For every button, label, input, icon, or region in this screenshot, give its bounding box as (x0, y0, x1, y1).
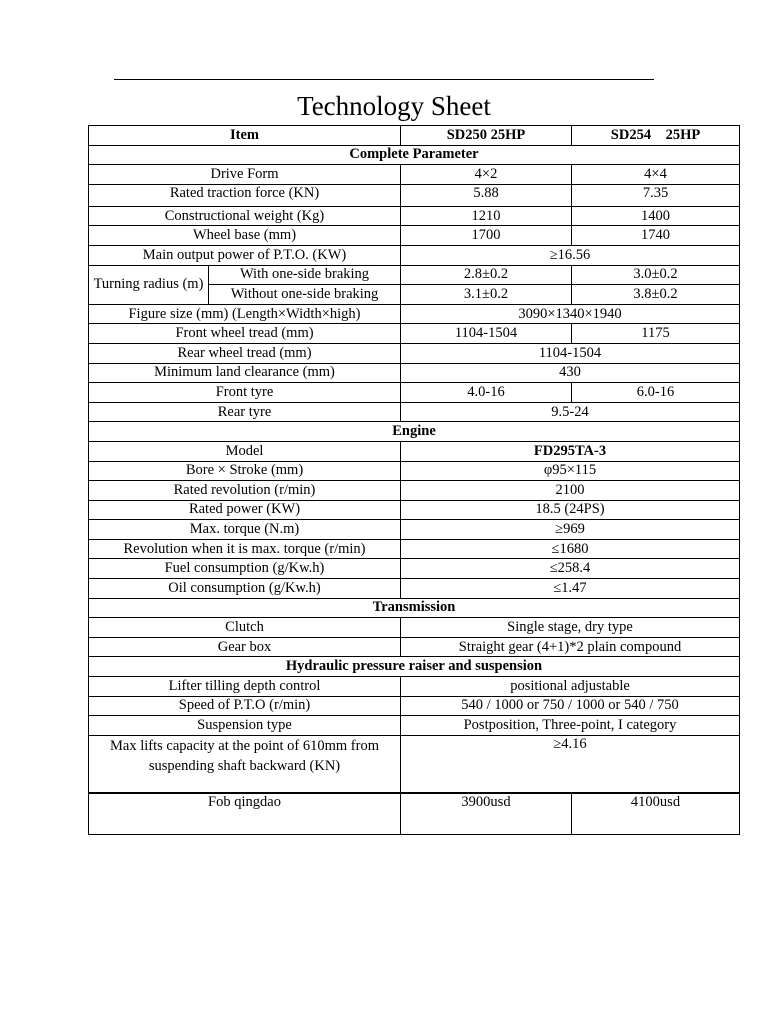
row-value: 430 (401, 363, 740, 383)
row-label: Front wheel tread (mm) (89, 324, 401, 344)
section-row-engine (89, 422, 740, 442)
row-value-sd250: 1700 (401, 226, 572, 246)
row-label: Max lifts capacity at the point of 610mm from suspending shaft backward (KN) (89, 735, 401, 793)
table-row (89, 184, 740, 206)
table-row (89, 696, 740, 716)
row-value-sd254: 1400 (572, 206, 740, 226)
row-value: Postposition, Three-point, I category (401, 716, 740, 736)
table-row (89, 402, 740, 422)
row-value-sd250: 3.1±0.2 (401, 285, 572, 305)
row-label: Clutch (89, 618, 401, 638)
table-row (89, 500, 740, 520)
table-row (89, 343, 740, 363)
row-label: Rated revolution (r/min) (89, 481, 401, 501)
top-rule (114, 79, 654, 80)
row-value-sd254: 1740 (572, 226, 740, 246)
row-value: 3090×1340×1940 (401, 304, 740, 324)
page-title: Technology Sheet (297, 91, 491, 121)
table-row (89, 793, 740, 835)
row-value-sd250: 4×2 (401, 165, 572, 185)
row-value-sd250: 3900usd (401, 793, 572, 835)
row-value-sd254: 7.35 (572, 184, 740, 206)
table-row (89, 677, 740, 697)
row-value: ≥16.56 (401, 245, 740, 265)
table-row (89, 363, 740, 383)
row-value: 9.5-24 (401, 402, 740, 422)
table-row (89, 461, 740, 481)
turning-radius-label: Turning radius (m) (89, 265, 209, 304)
row-label-fob: Fob qingdao (89, 793, 401, 835)
table-row (89, 481, 740, 501)
row-value-sd250: 4.0-16 (401, 383, 572, 403)
row-label: Constructional weight (Kg) (89, 206, 401, 226)
spec-table (88, 125, 740, 835)
table-row (89, 539, 740, 559)
table-row (89, 735, 740, 793)
table-row (89, 206, 740, 226)
row-value-sd250: 5.88 (401, 184, 572, 206)
section-row-complete (89, 145, 740, 165)
section-row-transmission (89, 598, 740, 618)
row-label: Gear box (89, 637, 401, 657)
table-row (89, 226, 740, 246)
row-label: Suspension type (89, 716, 401, 736)
row-value: Single stage, dry type (401, 618, 740, 638)
row-value-sd254: 1175 (572, 324, 740, 344)
table-row (89, 618, 740, 638)
section-complete-parameter: Complete Parameter (89, 145, 740, 165)
row-value: 18.5 (24PS) (401, 500, 740, 520)
section-transmission: Transmission (89, 598, 740, 618)
row-label: Revolution when it is max. torque (r/min) (89, 539, 401, 559)
table-row (89, 441, 740, 461)
table-row (89, 579, 740, 599)
section-engine: Engine (89, 422, 740, 442)
section-hydraulic: Hydraulic pressure raiser and suspension (89, 657, 740, 677)
row-value: φ95×115 (401, 461, 740, 481)
row-value: 1104-1504 (401, 343, 740, 363)
row-value: ≤1680 (401, 539, 740, 559)
row-value: ≤258.4 (401, 559, 740, 579)
row-label: Lifter tilling depth control (89, 677, 401, 697)
table-row (89, 716, 740, 736)
row-label: Wheel base (mm) (89, 226, 401, 246)
table-row (89, 165, 740, 185)
row-label: Oil consumption (g/Kw.h) (89, 579, 401, 599)
row-value-sd254: 4100usd (572, 793, 740, 835)
row-value: positional adjustable (401, 677, 740, 697)
row-value: 2100 (401, 481, 740, 501)
row-label: Max. torque (N.m) (89, 520, 401, 540)
table-row (89, 520, 740, 540)
row-value-sd250: 2.8±0.2 (401, 265, 572, 285)
turning-with-label: With one-side braking (209, 265, 401, 285)
row-value-sd254: 3.0±0.2 (572, 265, 740, 285)
row-value-model: FD295TA-3 (401, 441, 740, 461)
row-value-sd254: 6.0-16 (572, 383, 740, 403)
table-row (89, 559, 740, 579)
header-item: Item (89, 126, 401, 146)
turning-without-label: Without one-side braking (209, 285, 401, 305)
row-label: Fuel consumption (g/Kw.h) (89, 559, 401, 579)
row-value: ≥969 (401, 520, 740, 540)
row-value-sd250: 1210 (401, 206, 572, 226)
table-header-row (89, 126, 740, 146)
row-value-sd254: 3.8±0.2 (572, 285, 740, 305)
row-label: Drive Form (89, 165, 401, 185)
row-label: Speed of P.T.O (r/min) (89, 696, 401, 716)
header-sd250: SD250 25HP (401, 126, 572, 146)
header-sd254: SD254 25HP (572, 126, 740, 146)
table-row (89, 383, 740, 403)
row-value-sd250: 1104-1504 (401, 324, 572, 344)
row-label: Rated traction force (KN) (89, 184, 401, 206)
row-label: Minimum land clearance (mm) (89, 363, 401, 383)
row-label: Model (89, 441, 401, 461)
row-value: 540 / 1000 or 750 / 1000 or 540 / 750 (401, 696, 740, 716)
row-value-sd254: 4×4 (572, 165, 740, 185)
table-row (89, 324, 740, 344)
table-row (89, 637, 740, 657)
row-label: Bore × Stroke (mm) (89, 461, 401, 481)
table-row (89, 245, 740, 265)
row-value: ≥4.16 (401, 735, 740, 793)
row-label: Figure size (mm) (Length×Width×high) (89, 304, 401, 324)
section-row-hydraulic (89, 657, 740, 677)
row-label: Rear tyre (89, 402, 401, 422)
table-row (89, 304, 740, 324)
table-row (89, 265, 740, 285)
row-label: Main output power of P.T.O. (KW) (89, 245, 401, 265)
row-label: Rated power (KW) (89, 500, 401, 520)
row-value: ≤1.47 (401, 579, 740, 599)
row-value: Straight gear (4+1)*2 plain compound (401, 637, 740, 657)
row-label: Front tyre (89, 383, 401, 403)
row-label: Rear wheel tread (mm) (89, 343, 401, 363)
